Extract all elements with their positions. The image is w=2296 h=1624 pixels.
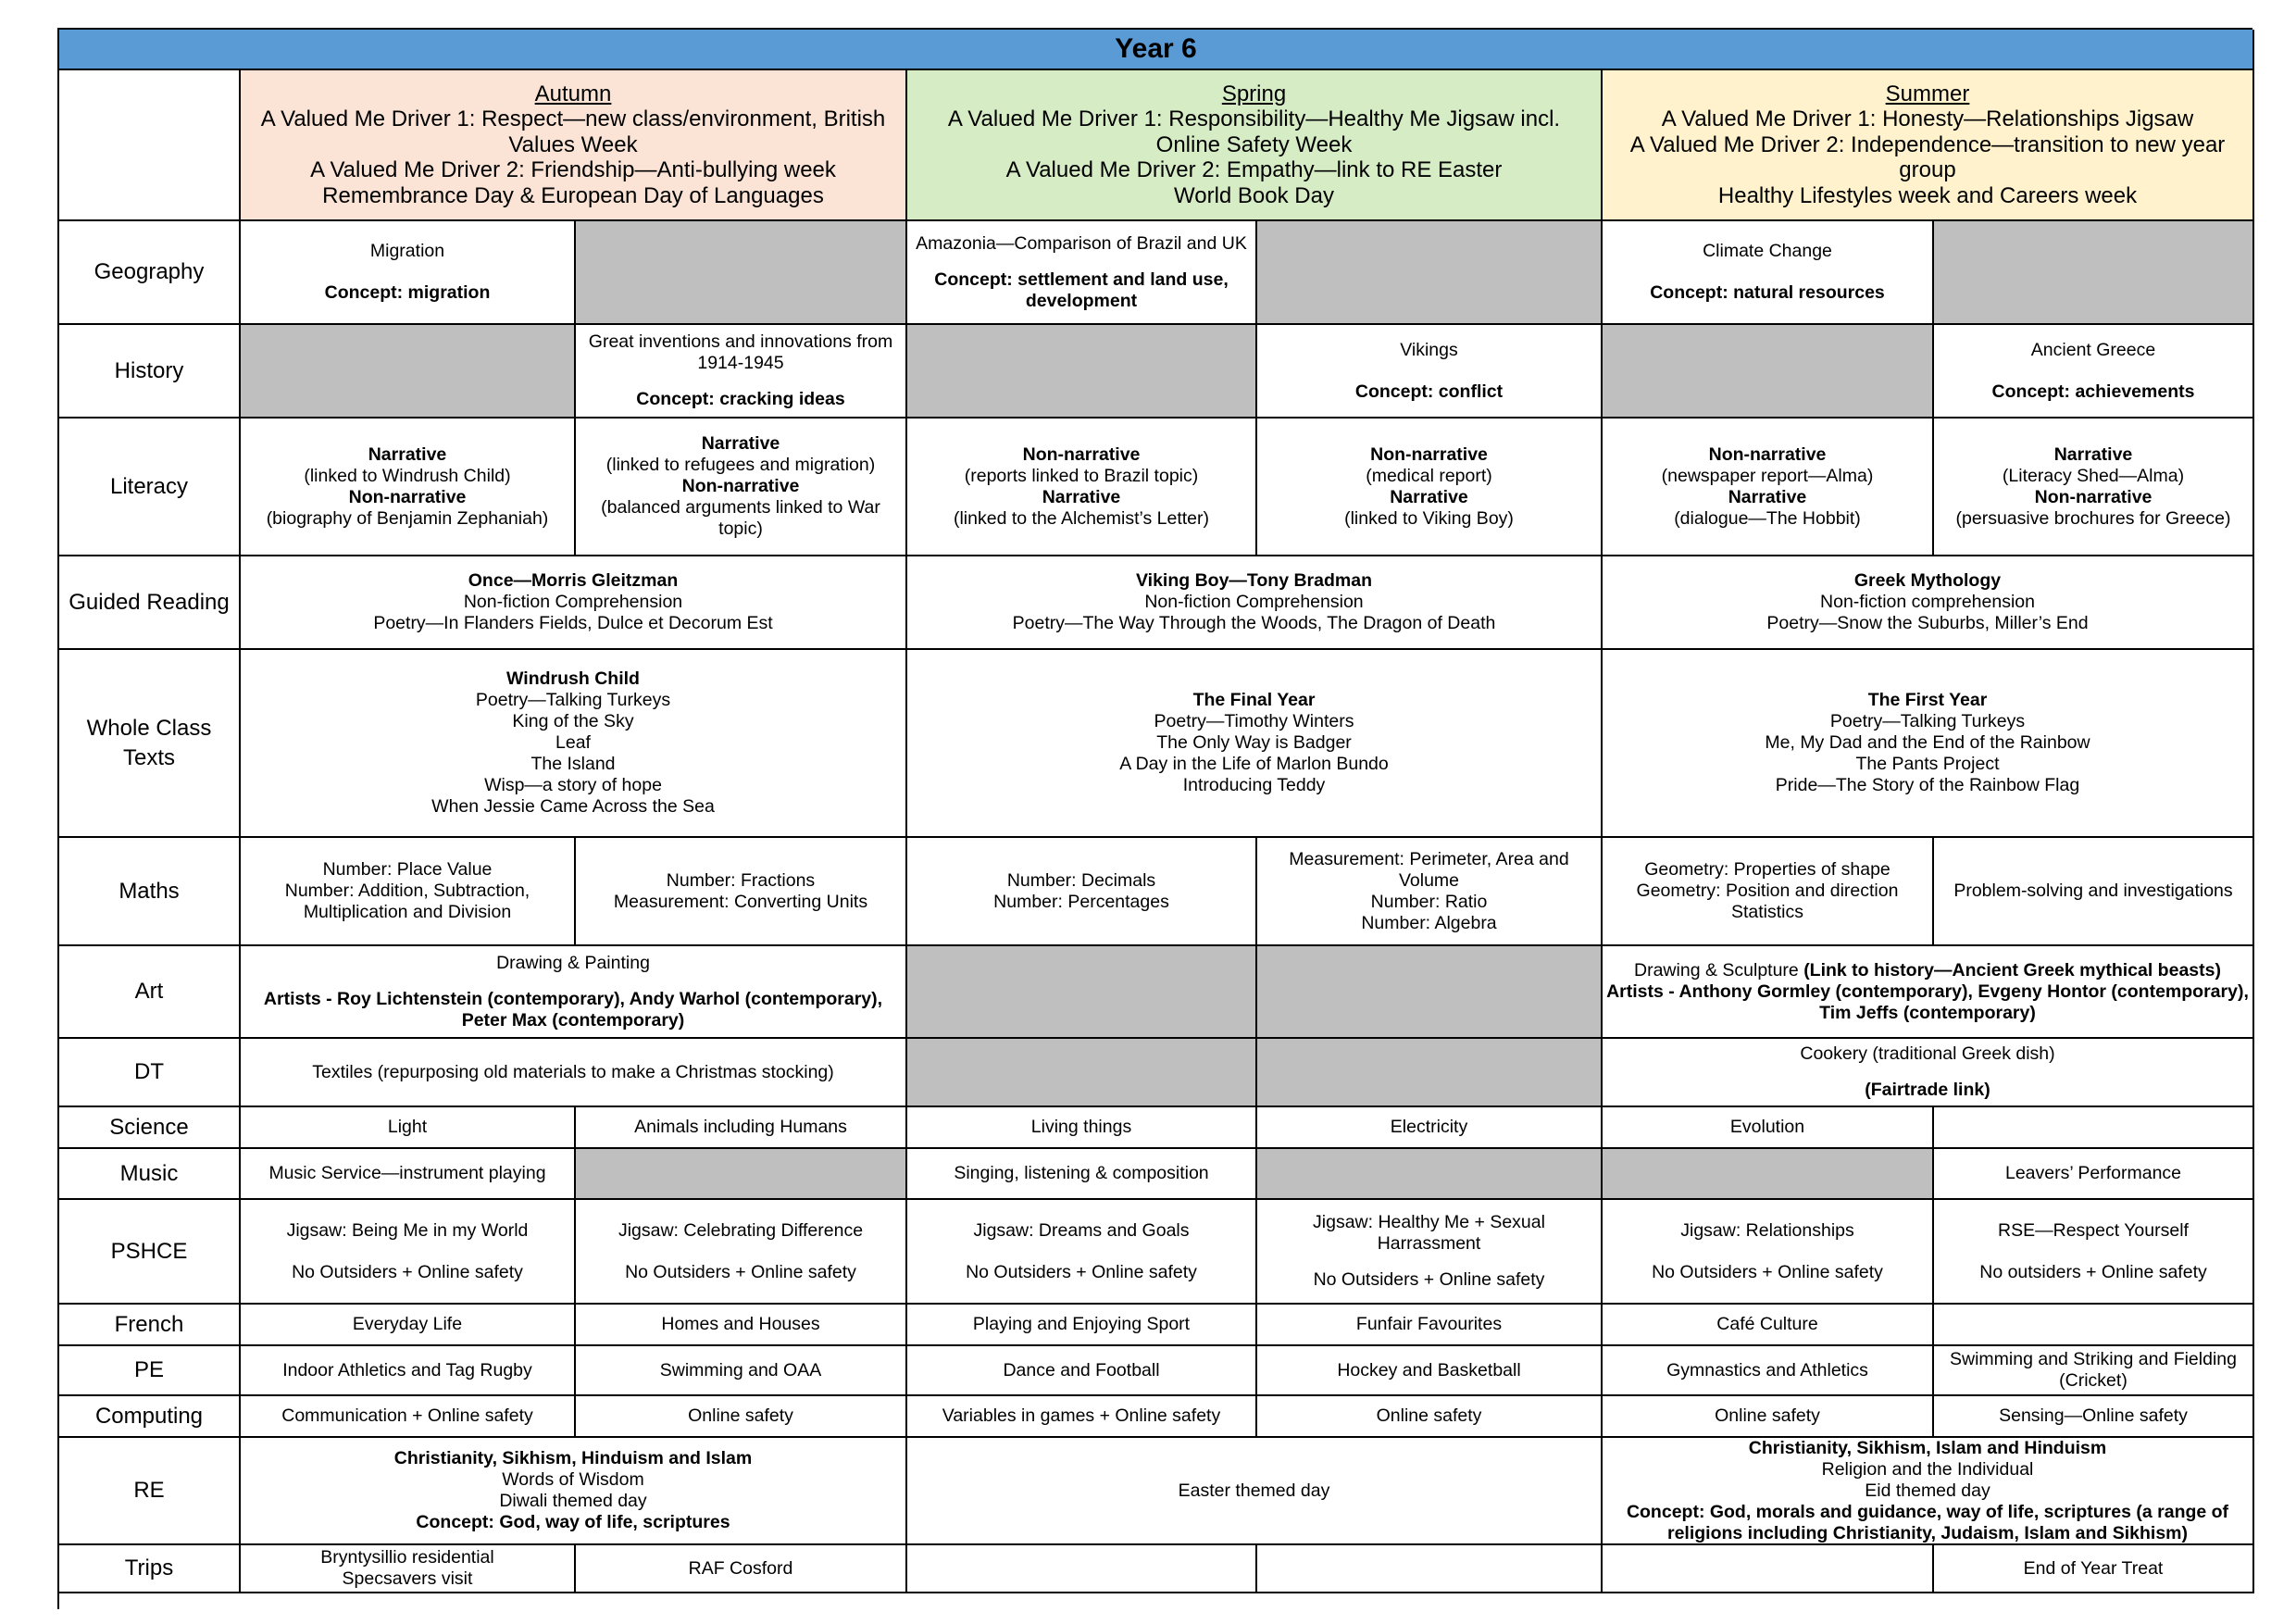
row-label-history: History bbox=[59, 325, 241, 418]
geography-autumn-1: Migration Concept: migration bbox=[241, 221, 576, 325]
literacy-spring-2: Non-narrative (medical report) Narrative (linked to Viking Boy) bbox=[1257, 418, 1603, 556]
maths-autumn-2: Number: Fractions Measurement: Converting Units bbox=[576, 838, 907, 946]
row-label-trips: Trips bbox=[59, 1545, 241, 1593]
trips-spring-1 bbox=[907, 1545, 1257, 1593]
year6-curriculum-table bbox=[57, 28, 2252, 1609]
maths-autumn-1: Number: Place Value Number: Addition, Subtraction, Multiplication and Division bbox=[241, 838, 576, 946]
music-spring-2-empty bbox=[1257, 1149, 1603, 1200]
art-autumn: Drawing & Painting Artists - Roy Lichtenstein (contemporary), Andy Warhol (contemporary), Peter Max (contemporary) bbox=[241, 946, 907, 1039]
history-autumn-1-empty bbox=[241, 325, 576, 418]
art-summer: Drawing & Sculpture (Link to history—Ancient Greek mythical beasts) Artists - Anthony Gormley (contemporary), Evgeny Hontor (contemporary), Tim Jeffs (contemporary) bbox=[1603, 946, 2254, 1039]
literacy-summer-1: Non-narrative (newspaper report—Alma) Narrative (dialogue—The Hobbit) bbox=[1603, 418, 1934, 556]
pshce-spring-2: Jigsaw: Healthy Me + Sexual Harrassment No Outsiders + Online safety bbox=[1257, 1200, 1603, 1305]
music-summer-2: Leavers’ Performance bbox=[1934, 1149, 2254, 1200]
pshce-spring-1: Jigsaw: Dreams and Goals No Outsiders + Online safety bbox=[907, 1200, 1257, 1305]
guided-reading-autumn: Once—Morris Gleitzman Non-fiction Comprehension Poetry—In Flanders Fields, Dulce et Decorum Est bbox=[241, 556, 907, 650]
science-autumn-2: Animals including Humans bbox=[576, 1107, 907, 1149]
computing-summer-2: Sensing—Online safety bbox=[1934, 1396, 2254, 1438]
guided-reading-summer: Greek Mythology Non-fiction comprehension Poetry—Snow the Suburbs, Miller’s End bbox=[1603, 556, 2254, 650]
science-autumn-1: Light bbox=[241, 1107, 576, 1149]
row-label-maths: Maths bbox=[59, 838, 241, 946]
whole-class-texts-spring: The Final Year Poetry—Timothy Winters The Only Way is Badger A Day in the Life of Marlon Bundo Introducing Teddy bbox=[907, 650, 1603, 838]
row-label-science: Science bbox=[59, 1107, 241, 1149]
row-label-whole-class-texts: Whole Class Texts bbox=[59, 650, 241, 838]
autumn-events: Remembrance Day & European Day of Languages bbox=[322, 182, 824, 208]
french-spring-1: Playing and Enjoying Sport bbox=[907, 1305, 1257, 1346]
french-summer-1: Café Culture bbox=[1603, 1305, 1934, 1346]
summer-term-name: Summer bbox=[1885, 81, 1970, 107]
table-title: Year 6 bbox=[59, 30, 2254, 70]
row-label-computing: Computing bbox=[59, 1396, 241, 1438]
dt-spring-1-empty bbox=[907, 1039, 1257, 1107]
pshce-summer-1: Jigsaw: Relationships No Outsiders + Online safety bbox=[1603, 1200, 1934, 1305]
computing-autumn-1: Communication + Online safety bbox=[241, 1396, 576, 1438]
row-label-art: Art bbox=[59, 946, 241, 1039]
autumn-driver-2: A Valued Me Driver 2: Friendship—Anti-bullying week bbox=[310, 157, 836, 183]
autumn-header bbox=[241, 70, 907, 221]
re-summer: Christianity, Sikhism, Islam and Hinduism Religion and the Individual Eid themed day Concept: God, morals and guidance, way of life, scriptures (a range of religions including Christianity, Judaism, Islam and Sikhism) bbox=[1603, 1438, 2254, 1545]
spring-driver-2: A Valued Me Driver 2: Empathy—link to RE Easter bbox=[1005, 157, 1503, 183]
science-spring-1: Living things bbox=[907, 1107, 1257, 1149]
summer-driver-1: A Valued Me Driver 1: Honesty—Relationships Jigsaw bbox=[1661, 106, 2194, 132]
spring-driver-1: A Valued Me Driver 1: Responsibility—Healthy Me Jigsaw incl. Online Safety Week bbox=[947, 106, 1561, 157]
science-summer-2 bbox=[1934, 1107, 2254, 1149]
spring-header bbox=[907, 70, 1603, 221]
computing-spring-1: Variables in games + Online safety bbox=[907, 1396, 1257, 1438]
summer-header bbox=[1603, 70, 2254, 221]
french-summer-2 bbox=[1934, 1305, 2254, 1346]
french-autumn-1: Everyday Life bbox=[241, 1305, 576, 1346]
pe-spring-1: Dance and Football bbox=[907, 1346, 1257, 1396]
music-summer-1-empty bbox=[1603, 1149, 1934, 1200]
french-spring-2: Funfair Favourites bbox=[1257, 1305, 1603, 1346]
autumn-driver-1: A Valued Me Driver 1: Respect—new class/environment, British Values Week bbox=[260, 106, 886, 157]
maths-summer-1: Geometry: Properties of shape Geometry: Position and direction Statistics bbox=[1603, 838, 1934, 946]
whole-class-texts-summer: The First Year Poetry—Talking Turkeys Me, My Dad and the End of the Rainbow The Pants Project Pride—The Story of the Rainbow Flag bbox=[1603, 650, 2254, 838]
dt-spring-2-empty bbox=[1257, 1039, 1603, 1107]
art-spring-1-empty bbox=[907, 946, 1257, 1039]
literacy-spring-1: Non-narrative (reports linked to Brazil topic) Narrative (linked to the Alchemist’s Letter) bbox=[907, 418, 1257, 556]
trips-summer-1 bbox=[1603, 1545, 1934, 1593]
music-spring-1: Singing, listening & composition bbox=[907, 1149, 1257, 1200]
pe-summer-1: Gymnastics and Athletics bbox=[1603, 1346, 1934, 1396]
pshce-autumn-2: Jigsaw: Celebrating Difference No Outsiders + Online safety bbox=[576, 1200, 907, 1305]
trips-autumn-1: Bryntysillio residential Specsavers visit bbox=[241, 1545, 576, 1593]
science-summer-1: Evolution bbox=[1603, 1107, 1934, 1149]
summer-driver-2: A Valued Me Driver 2: Independence—transition to new year group bbox=[1629, 131, 2226, 183]
pshce-summer-2: RSE—Respect Yourself No outsiders + Online safety bbox=[1934, 1200, 2254, 1305]
row-label-re: RE bbox=[59, 1438, 241, 1545]
history-autumn-2: Great inventions and innovations from 1914-1945 Concept: cracking ideas bbox=[576, 325, 907, 418]
literacy-autumn-1: Narrative (linked to Windrush Child) Non-narrative (biography of Benjamin Zephaniah) bbox=[241, 418, 576, 556]
re-spring: Easter themed day bbox=[907, 1438, 1603, 1545]
art-spring-2-empty bbox=[1257, 946, 1603, 1039]
geography-spring-2-empty bbox=[1257, 221, 1603, 325]
music-autumn-1: Music Service—instrument playing bbox=[241, 1149, 576, 1200]
row-label-dt: DT bbox=[59, 1039, 241, 1107]
geography-summer-1: Climate Change Concept: natural resources bbox=[1603, 221, 1934, 325]
pe-autumn-1: Indoor Athletics and Tag Rugby bbox=[241, 1346, 576, 1396]
trips-spring-2 bbox=[1257, 1545, 1603, 1593]
row-label-guided-reading: Guided Reading bbox=[59, 556, 241, 650]
dt-autumn: Textiles (repurposing old materials to make a Christmas stocking) bbox=[241, 1039, 907, 1107]
autumn-term-name: Autumn bbox=[534, 81, 612, 107]
computing-autumn-2: Online safety bbox=[576, 1396, 907, 1438]
trips-autumn-2: RAF Cosford bbox=[576, 1545, 907, 1593]
maths-spring-1: Number: Decimals Number: Percentages bbox=[907, 838, 1257, 946]
corner-cell bbox=[59, 70, 241, 221]
summer-events: Healthy Lifestyles week and Careers week bbox=[1717, 182, 2138, 208]
history-summer-1-empty bbox=[1603, 325, 1934, 418]
geography-autumn-2-empty bbox=[576, 221, 907, 325]
pe-autumn-2: Swimming and OAA bbox=[576, 1346, 907, 1396]
geography-summer-2-empty bbox=[1934, 221, 2254, 325]
row-label-geography: Geography bbox=[59, 221, 241, 325]
computing-summer-1: Online safety bbox=[1603, 1396, 1934, 1438]
history-summer-2: Ancient Greece Concept: achievements bbox=[1934, 325, 2254, 418]
row-label-pe: PE bbox=[59, 1346, 241, 1396]
spring-term-name: Spring bbox=[1221, 81, 1287, 107]
row-label-literacy: Literacy bbox=[59, 418, 241, 556]
history-spring-1-empty bbox=[907, 325, 1257, 418]
spring-events: World Book Day bbox=[1174, 182, 1334, 208]
literacy-summer-2: Narrative (Literacy Shed—Alma) Non-narrative (persuasive brochures for Greece) bbox=[1934, 418, 2254, 556]
history-spring-2: Vikings Concept: conflict bbox=[1257, 325, 1603, 418]
dt-summer: Cookery (traditional Greek dish) (Fairtrade link) bbox=[1603, 1039, 2254, 1107]
re-autumn: Christianity, Sikhism, Hinduism and Islam Words of Wisdom Diwali themed day Concept: God, way of life, scriptures bbox=[241, 1438, 907, 1545]
computing-spring-2: Online safety bbox=[1257, 1396, 1603, 1438]
guided-reading-spring: Viking Boy—Tony Bradman Non-fiction Comprehension Poetry—The Way Through the Woods, The Dragon of Death bbox=[907, 556, 1603, 650]
maths-spring-2: Measurement: Perimeter, Area and Volume Number: Ratio Number: Algebra bbox=[1257, 838, 1603, 946]
maths-summer-2: Problem-solving and investigations bbox=[1934, 838, 2254, 946]
french-autumn-2: Homes and Houses bbox=[576, 1305, 907, 1346]
row-label-pshce: PSHCE bbox=[59, 1200, 241, 1305]
geography-spring-1: Amazonia—Comparison of Brazil and UK Concept: settlement and land use, development bbox=[907, 221, 1257, 325]
music-autumn-2-empty bbox=[576, 1149, 907, 1200]
row-label-music: Music bbox=[59, 1149, 241, 1200]
trips-summer-2: End of Year Treat bbox=[1934, 1545, 2254, 1593]
science-spring-2: Electricity bbox=[1257, 1107, 1603, 1149]
pshce-autumn-1: Jigsaw: Being Me in my World No Outsiders + Online safety bbox=[241, 1200, 576, 1305]
pe-summer-2: Swimming and Striking and Fielding (Cricket) bbox=[1934, 1346, 2254, 1396]
whole-class-texts-autumn: Windrush Child Poetry—Talking Turkeys King of the Sky Leaf The Island Wisp—a story of hope When Jessie Came Across the Sea bbox=[241, 650, 907, 838]
pe-spring-2: Hockey and Basketball bbox=[1257, 1346, 1603, 1396]
row-label-french: French bbox=[59, 1305, 241, 1346]
literacy-autumn-2: Narrative (linked to refugees and migration) Non-narrative (balanced arguments linked to War topic) bbox=[576, 418, 907, 556]
